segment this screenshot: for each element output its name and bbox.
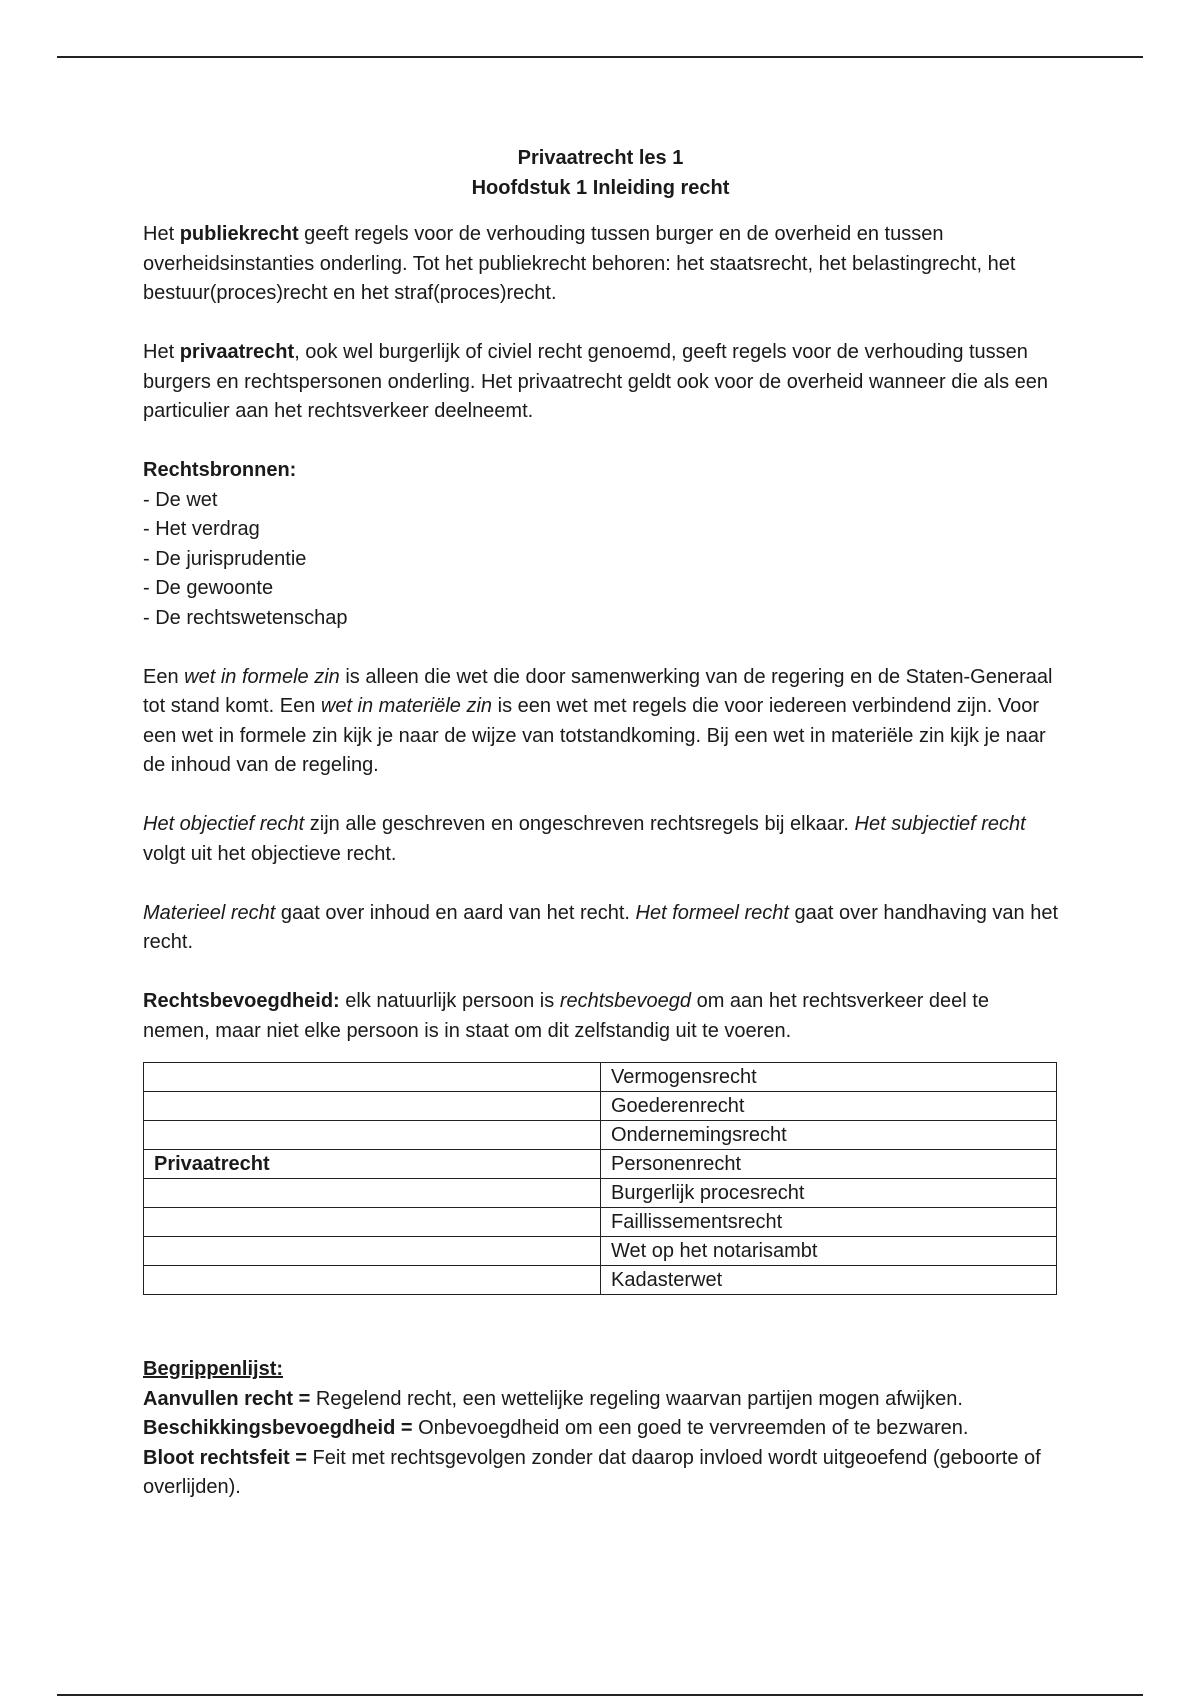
text-run: is alleen die wet die door samenwerking van de regering en de Staten-Generaal tot stand komt. Een bbox=[143, 665, 1053, 717]
term-formeel-recht: Het formeel recht bbox=[635, 901, 789, 924]
paragraph-publiekrecht bbox=[143, 220, 1058, 309]
table-cell: Burgerlijk procesrecht bbox=[601, 1179, 1057, 1208]
table-cell-left bbox=[144, 1266, 601, 1295]
table-cell-left bbox=[144, 1179, 601, 1208]
table-cell-left bbox=[144, 1063, 601, 1092]
glossary-term: Beschikkingsbevoegdheid = bbox=[143, 1417, 413, 1439]
footer-rule bbox=[57, 1694, 1143, 1696]
paragraph-wet-zin bbox=[143, 663, 1058, 781]
table-cell-privaatrecht-label: Privaatrecht bbox=[144, 1150, 601, 1179]
privaatrecht-table bbox=[143, 1062, 1057, 1295]
table-row bbox=[144, 1150, 1057, 1179]
text-run: , ook wel burgerlijk of civiel recht genoemd, geeft regels voor de verhouding tussen burgers en rechtspersonen onderling. Het privaatrecht geldt ook voor de overheid wanneer die als een particulier aan het rechtsverkeer deelneemt. bbox=[143, 341, 1048, 422]
text-run: Een bbox=[143, 665, 185, 688]
table-cell-left bbox=[144, 1237, 601, 1266]
table-row bbox=[144, 1237, 1057, 1266]
text-run: geeft regels voor de verhouding tussen burger en de overheid en tussen overheidsinstanties onderling. Tot het publiekrecht behoren: het staatsrecht, het belastingrecht, het bestuur(proces)recht en het straf(proces)recht. bbox=[143, 223, 1016, 304]
table-cell: Faillissementsrecht bbox=[601, 1208, 1057, 1237]
document-page bbox=[143, 143, 1058, 1503]
paragraph-privaatrecht bbox=[143, 338, 1058, 427]
table-cell-left bbox=[144, 1092, 601, 1121]
term-objectief-recht: Het objectief recht bbox=[143, 813, 305, 835]
list-item: - De gewoonte bbox=[143, 577, 274, 599]
table-cell: Personenrecht bbox=[601, 1150, 1057, 1179]
term-wet-materiele-zin: wet in materiële zin bbox=[320, 695, 493, 717]
term-privaatrecht: privaatrecht bbox=[179, 341, 295, 363]
table-row bbox=[144, 1179, 1057, 1208]
table-cell: Ondernemingsrecht bbox=[601, 1121, 1057, 1150]
glossary-item bbox=[143, 1385, 1058, 1415]
paragraph-materieel-recht bbox=[143, 899, 1058, 958]
table-row bbox=[144, 1092, 1057, 1121]
header-rule bbox=[57, 56, 1143, 58]
sources-heading: Rechtsbronnen: bbox=[143, 459, 297, 481]
table-cell-left bbox=[144, 1208, 601, 1237]
table-row bbox=[144, 1063, 1057, 1092]
term-materieel-recht: Materieel recht bbox=[143, 901, 276, 924]
term-publiekrecht: publiekrecht bbox=[179, 223, 299, 245]
term-subjectief-recht: Het subjectief recht bbox=[854, 813, 1026, 835]
title-block bbox=[143, 143, 1058, 203]
sources-list bbox=[143, 486, 1058, 634]
text-run: om aan het rechtsverkeer deel te nemen, maar niet elke persoon is in staat om dit zelfstandig uit te voeren. bbox=[143, 990, 989, 1042]
text-run: gaat over handhaving van het recht. bbox=[143, 901, 1059, 953]
table-cell: Goederenrecht bbox=[601, 1092, 1057, 1121]
glossary-definition: Feit met rechtsgevolgen zonder dat daarop invloed wordt uitgeoefend (geboorte of overlijden). bbox=[143, 1446, 1041, 1498]
text-run: zijn alle geschreven en ongeschreven rechtsregels bij elkaar. bbox=[304, 813, 855, 835]
glossary-heading: Begrippenlijst: bbox=[143, 1358, 284, 1380]
text-run: gaat over inhoud en aard van het recht. bbox=[275, 901, 636, 924]
document-subtitle: Hoofdstuk 1 Inleiding recht bbox=[471, 177, 730, 199]
text-run: is een wet met regels die voor iedereen verbindend zijn. Voor een wet in formele zin kijk je naar de wijze van totstandkoming. Bij een wet in materiële zin kijk je naar de inhoud van de regeling. bbox=[143, 695, 1046, 776]
text-run: Het bbox=[143, 341, 180, 363]
list-item: - De wet bbox=[143, 488, 218, 511]
list-item: - Het verdrag bbox=[143, 518, 260, 540]
table-cell: Kadasterwet bbox=[601, 1266, 1057, 1295]
text-run: elk natuurlijk persoon is bbox=[339, 990, 560, 1012]
glossary bbox=[143, 1355, 1058, 1503]
table-row bbox=[144, 1121, 1057, 1150]
text-run: Het bbox=[143, 223, 180, 245]
paragraph-rechtsbevoegdheid bbox=[143, 987, 1058, 1046]
glossary-item bbox=[143, 1444, 1058, 1503]
list-item: - De jurisprudentie bbox=[143, 547, 307, 570]
text-run: volgt uit het objectieve recht. bbox=[143, 842, 397, 865]
table-row bbox=[144, 1208, 1057, 1237]
term-rechtsbevoegd: rechtsbevoegd bbox=[559, 990, 692, 1012]
term-rechtsbevoegdheid: Rechtsbevoegdheid: bbox=[143, 990, 340, 1012]
table-cell: Wet op het notarisambt bbox=[601, 1237, 1057, 1266]
document-title: Privaatrecht les 1 bbox=[517, 147, 684, 169]
table-cell: Vermogensrecht bbox=[601, 1063, 1057, 1092]
glossary-term: Aanvullen recht = bbox=[143, 1387, 311, 1410]
term-wet-formele-zin: wet in formele zin bbox=[184, 665, 340, 688]
glossary-term: Bloot rechtsfeit = bbox=[143, 1446, 307, 1469]
table-row bbox=[144, 1266, 1057, 1295]
table-cell-left bbox=[144, 1121, 601, 1150]
glossary-definition: Onbevoegdheid om een goed te vervreemden of te bezwaren. bbox=[412, 1417, 969, 1439]
paragraph-objectief-recht bbox=[143, 810, 1058, 869]
glossary-item bbox=[143, 1414, 1058, 1444]
glossary-definition: Regelend recht, een wettelijke regeling waarvan partijen mogen afwijken. bbox=[310, 1387, 963, 1410]
list-item: - De rechtswetenschap bbox=[143, 606, 348, 629]
